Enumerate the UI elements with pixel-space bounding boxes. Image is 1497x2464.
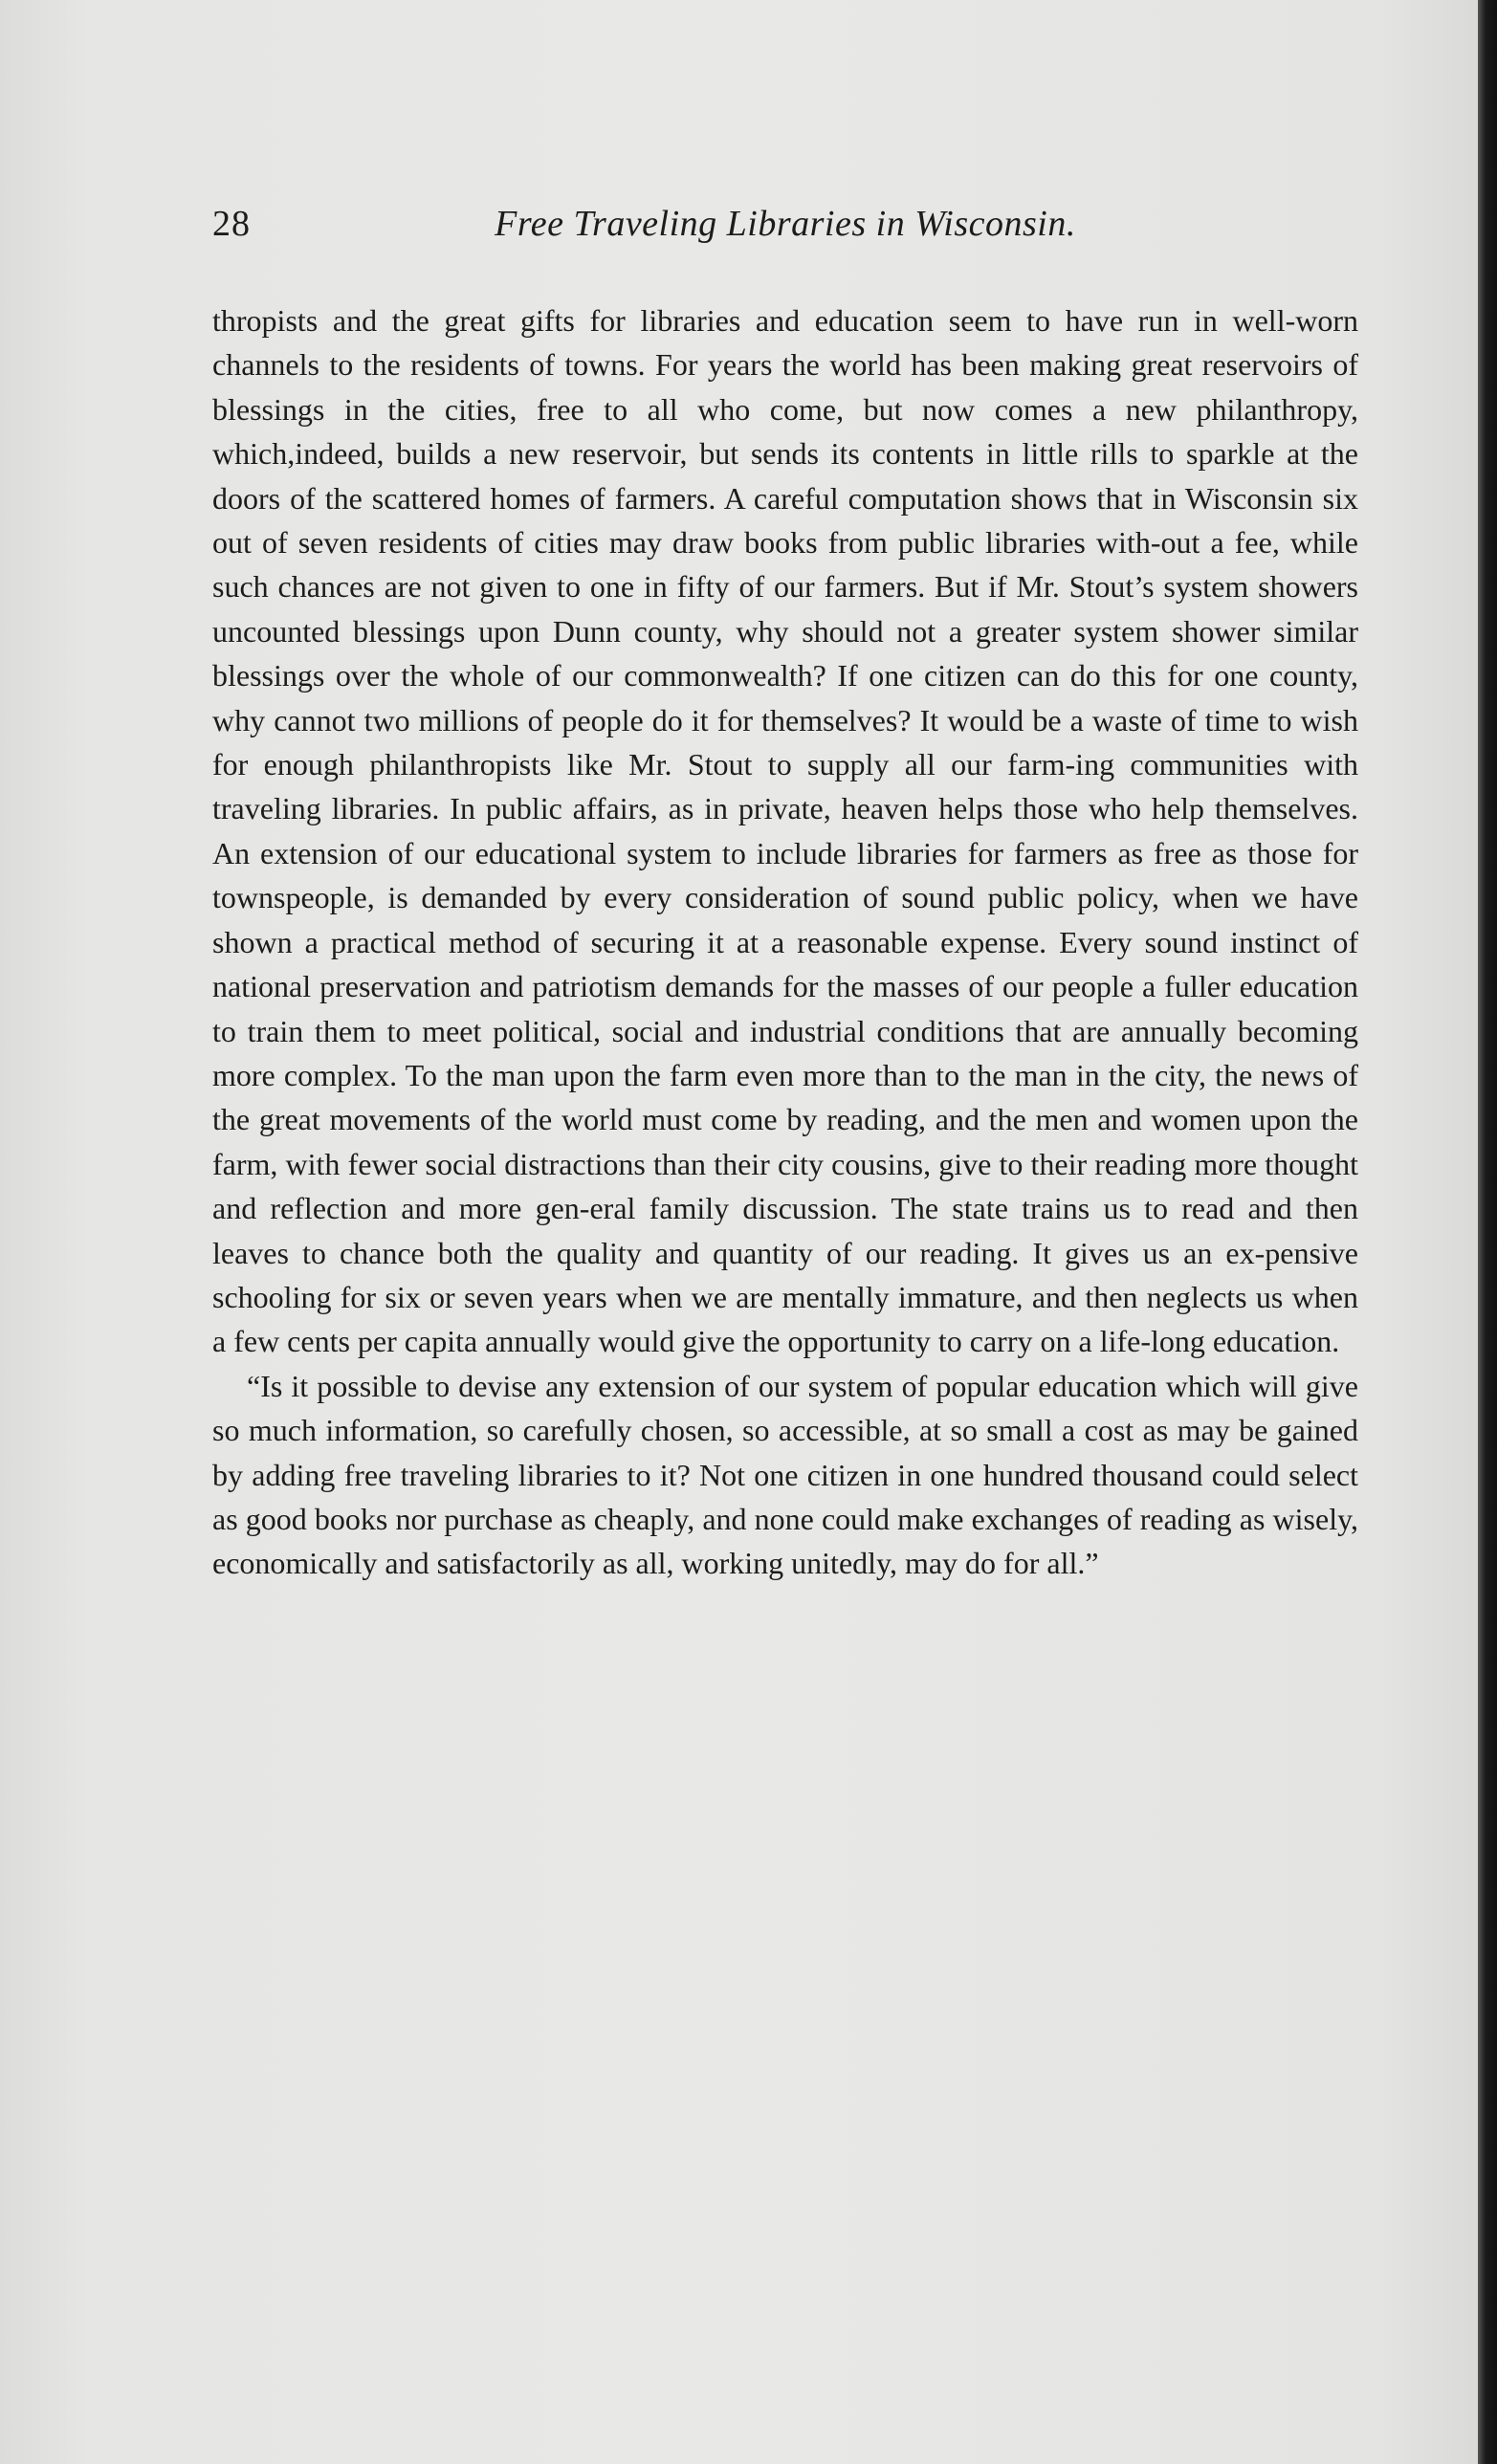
- running-title: Free Traveling Libraries in Wisconsin.: [495, 204, 1076, 244]
- book-spine-edge: [1478, 0, 1497, 2464]
- paragraph-continuation: thropists and the great gifts for libraries and education seem to have run in well-worn channels to the residents of towns. For years the world has been making great reservoirs of blessings in the cities, free to all who come, but now comes a new philanthropy, which,indeed, builds a new reservoir, but sends its contents in little rills to sparkle at the doors of the scattered homes of farmers. A careful computation shows that in Wisconsin six out of seven residents of cities may draw books from public libraries with-out a fee, while such chances are not given to one in fifty of our farmers. But if Mr. Stout’s system showers uncounted blessings upon Dunn county, why should not a greater system shower similar blessings over the whole of our commonwealth? If one citizen can do this for one county, why cannot two millions of people do it for themselves? It would be a waste of time to wish for enough philanthropists like Mr. Stout to supply all our farm-ing communities with traveling libraries. In public affairs, as in private, heaven helps those who help themselves. An extension of our educational system to include libraries for farmers as free as those for townspeople, is demanded by every consideration of sound public policy, when we have shown a practical method of securing it at a reasonable expense. Every sound instinct of national preservation and patriotism demands for the masses of our people a fuller education to train them to meet political, social and industrial conditions that are annually becoming more complex. To the man upon the farm even more than to the man in the city, the news of the great movements of the world must come by reading, and the men and women upon the farm, with fewer social distractions than their city cousins, give to their reading more thought and reflection and more gen-eral family discussion. The state trains us to read and then leaves to chance both the quality and quantity of our reading. It gives us an ex-pensive schooling for six or seven years when we are mentally immature, and then neglects us when a few cents per capita annually would give the opportunity to carry on a life-long education.: [212, 303, 1358, 1359]
- paragraph-quotation: “Is it possible to devise any extension of our system of popular education which will give so much information, so carefully chosen, so accessible, at so small a cost as may be gained by adding free traveling libraries to it? Not one citizen in one hundred thousand could select as good books nor purchase as cheaply, and none could make exchanges of reading as wisely, economically and satisfactorily as all, working unitedly, may do for all.”: [212, 1368, 1358, 1581]
- body-text: [212, 298, 1358, 1586]
- page-number: 28: [212, 204, 251, 244]
- page-header: [212, 203, 1358, 260]
